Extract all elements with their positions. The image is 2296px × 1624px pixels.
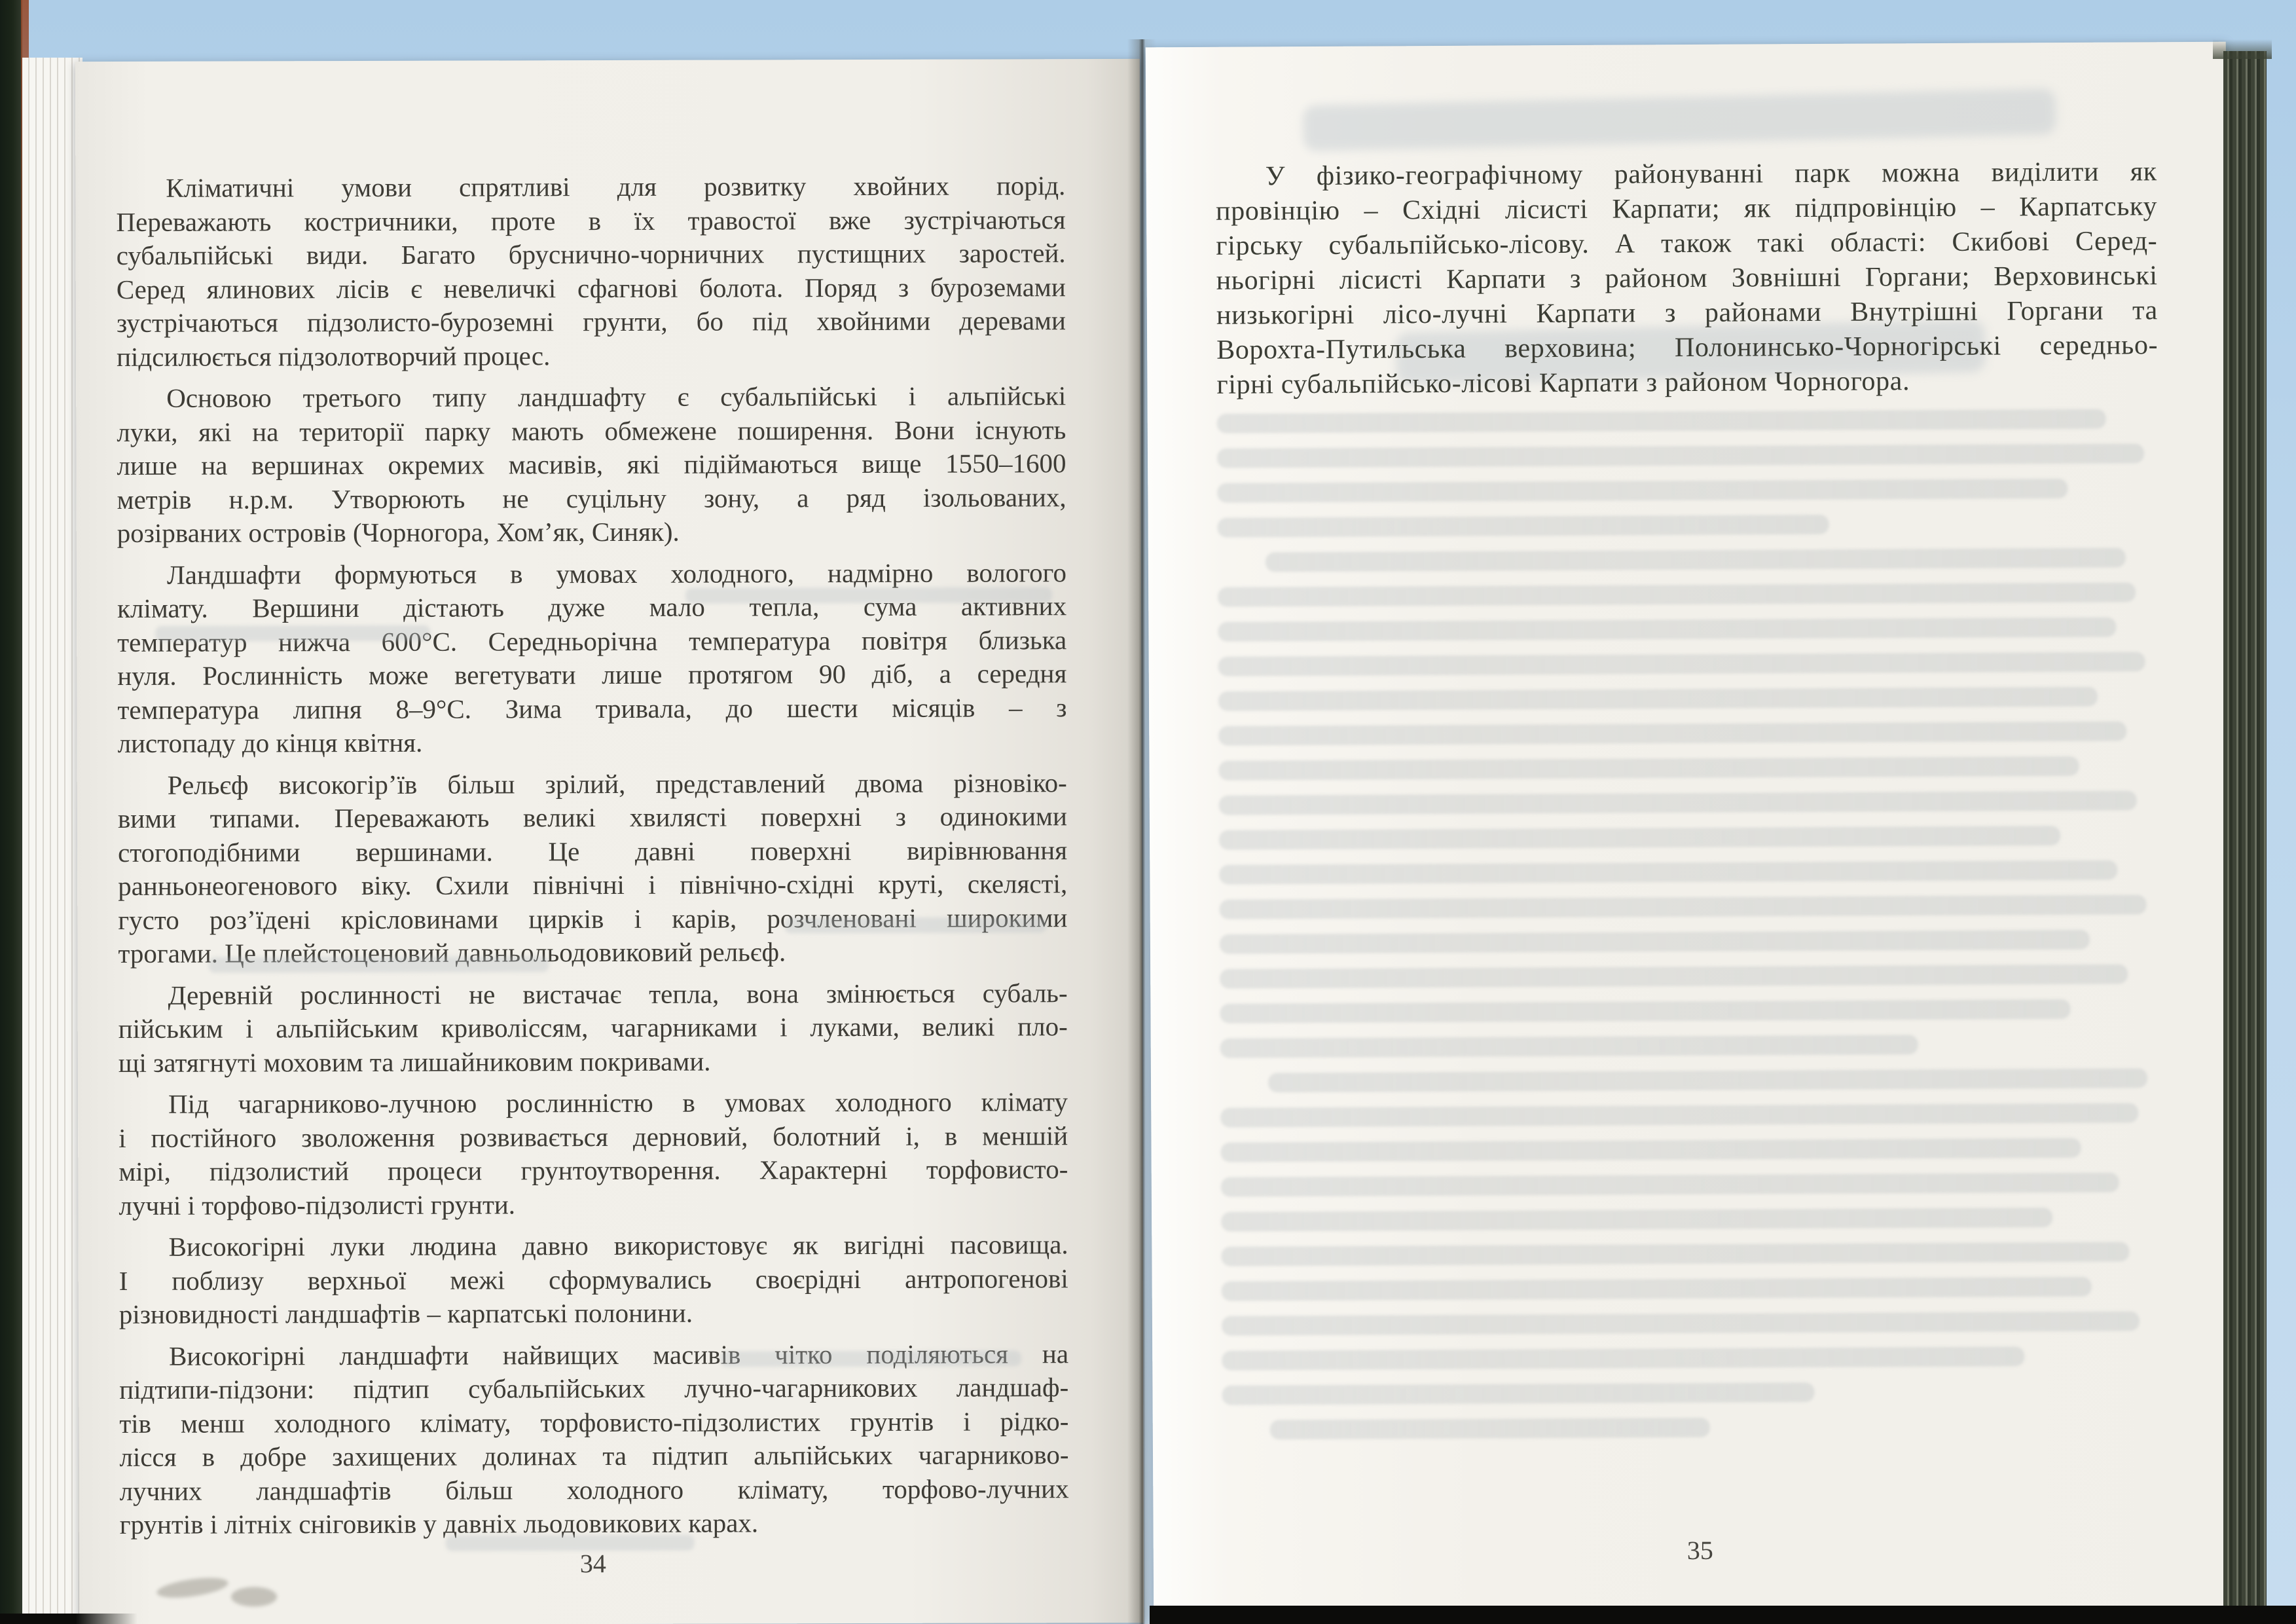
page-stack-edge-right	[2223, 51, 2267, 1624]
text-line: грунтів і літніх сніговиків у давніх льодовикових карах.	[119, 1507, 759, 1540]
text-line: Високогірні луки людина давно використовує як вигідні пасовища.	[168, 1229, 1068, 1262]
paragraph	[119, 1337, 1069, 1542]
text-line: лісся в добре захищених долинах та підтип альпійських чагарниково-	[119, 1439, 1069, 1472]
text-line: Високогірні ландшафти найвищих масивів чітко поділяються на	[168, 1338, 1069, 1371]
bleedthrough-line	[1217, 443, 2144, 468]
bleedthrough-fragment	[720, 1350, 1021, 1367]
text-line: густо роз’їдені крісловинами цирків і карів, розчленовані широкими	[118, 902, 1068, 935]
text-line: мірі, підзолистий процеси грунтоутворення. Характерні торфовисто-	[118, 1154, 1068, 1187]
bleedthrough-fragment	[784, 917, 1046, 933]
smudge-mark	[156, 1574, 230, 1601]
bleedthrough-line	[1217, 409, 2106, 434]
text-line: метрів н.р.м. Утворюють не суцільну зону, а ряд ізольованих,	[117, 481, 1066, 515]
bleedthrough-line	[1220, 930, 2090, 954]
page-34-text-column	[116, 169, 1069, 1549]
paragraph	[118, 976, 1068, 1080]
scan-bottom-edge	[1150, 1606, 2296, 1624]
text-line: ньогірні лісисті Карпати з районом Зовнішні Горгани; Верховинські	[1216, 261, 2158, 296]
text-line: температура липня 8–9°С. Зима тривала, до шести місяців – з	[117, 692, 1067, 725]
bleedthrough-line	[1268, 1068, 2147, 1092]
text-line: підтипи-підзони: підтип субальпійських лучно-чагарникових ландшаф-	[119, 1372, 1069, 1405]
text-line: щі затягнуті моховим та лишайниковим покривами.	[118, 1046, 711, 1078]
text-line: Основою третього типу ландшафту є субальпійські і альпійські	[166, 380, 1066, 413]
bleedthrough-fragment	[208, 956, 549, 972]
text-line: вими типами. Переважають великі хвилясті поверхні з одинокими	[117, 801, 1067, 834]
bleedthrough-line	[1270, 1418, 1710, 1440]
paragraph	[117, 556, 1067, 761]
text-line: клімату. Вершини дістають дуже мало тепла, сума активних	[117, 591, 1067, 623]
bleedthrough-line	[1220, 964, 2128, 988]
page-35	[1146, 42, 2234, 1613]
paragraph	[116, 169, 1066, 374]
bleedthrough-line	[1217, 479, 2068, 503]
paragraph	[118, 1085, 1068, 1223]
bleedthrough-line	[1218, 515, 1830, 538]
bleedthrough-heading-ghost	[1303, 88, 2056, 151]
bleedthrough-line	[1221, 1208, 2052, 1232]
bleedthrough-line	[1220, 1103, 2138, 1127]
bleedthrough-line	[1220, 895, 2147, 919]
book-cover-edge-left	[0, 0, 22, 1624]
paragraph	[1216, 155, 2159, 403]
bleedthrough-line	[1222, 1277, 2092, 1301]
bleedthrough-line	[1219, 790, 2137, 815]
text-line: У фізико-географічному районуванні парк можна виділити як	[1265, 157, 2157, 192]
bleedthrough-line	[1222, 1311, 2140, 1335]
text-line: стогоподібними вершинами. Це давні поверхні вирівнювання	[117, 834, 1068, 868]
page-35-bleedthrough-text	[1217, 409, 2178, 1455]
paragraph	[117, 379, 1066, 550]
bleedthrough-line	[1220, 999, 2071, 1024]
bleedthrough-line	[1218, 652, 2145, 676]
text-line: Під чагарниково-лучною рослинністю в умовах холодного клімату	[168, 1086, 1068, 1119]
text-line: температур нижча 600°С. Середньорічна температура повітря близька	[117, 624, 1067, 657]
text-line: Переважають костричники, проте в їх травостої вже зустрічаються	[116, 204, 1066, 237]
text-line: лучних ландшафтів більш холодного клімату, торфово-лучних	[119, 1473, 1069, 1506]
text-line: гірні субальпійсько-лісові Карпати з районом Чорногора.	[1216, 366, 1910, 400]
text-line: підсилюється підзолотворчий процес.	[116, 340, 551, 372]
text-line: пійським і альпійським криволіссям, чагарниками і луками, великі пло-	[118, 1011, 1068, 1044]
text-line: трогами. Це плейстоценовий давньольодовиковий рельєф.	[118, 936, 786, 969]
text-line: Рельєф високогір’їв більш зрілий, представлений двома різновіко-	[167, 767, 1067, 800]
bleedthrough-line	[1222, 1346, 2025, 1370]
text-line: розірваних островів (Чорногора, Хом’як, Синяк).	[117, 516, 680, 548]
text-line: лучні і торфово-підзолисті грунти.	[118, 1189, 516, 1221]
page-stack-edge-right-shadow	[2213, 39, 2272, 59]
page-number-left: 34	[579, 1549, 606, 1579]
bleedthrough-line	[1222, 1382, 1814, 1405]
scan-bottom-edge	[0, 1614, 137, 1624]
paragraph	[118, 766, 1068, 971]
paragraph	[119, 1228, 1068, 1331]
text-line: різновидності ландшафтів – карпатські полонини.	[118, 1297, 693, 1329]
bleedthrough-line	[1221, 1242, 2129, 1266]
bleedthrough-line	[1219, 860, 2118, 885]
text-line: зустрічаються підзолисто-буроземні грунти, бо під хвойними деревами	[116, 305, 1066, 338]
bleedthrough-line	[1221, 1138, 2081, 1162]
bleedthrough-fragment	[155, 625, 430, 642]
bleedthrough-fragment	[685, 587, 1052, 603]
text-line: луки, які на території парку мають обмежене поширення. Вони існують	[117, 414, 1066, 447]
text-line: і постійного зволоження розвивається дерновий, болотний і, в меншій	[118, 1120, 1068, 1153]
bleedthrough-line	[1219, 826, 2060, 850]
bleedthrough-line	[1218, 582, 2136, 606]
bleedthrough-line	[1266, 548, 2126, 572]
bleedthrough-line	[1220, 1035, 1918, 1058]
text-line: ранньонеогенового віку. Схили північні і північно-східні круті, скелясті,	[118, 868, 1068, 901]
bleedthrough-line	[1218, 756, 2079, 781]
text-line: Ворохта-Путильська верховина; Полонинсько-Чорногірські середньо-	[1216, 330, 2159, 365]
page-34	[75, 59, 1144, 1624]
text-line: субальпійські види. Багато бруснично-чорничних пустищних заростей.	[116, 238, 1066, 270]
page-number-right: 35	[1686, 1535, 1713, 1566]
page-stack-edge-left	[22, 58, 82, 1624]
text-line: провінцію – Східні лісисті Карпати; як підпровінцію – Карпатську	[1215, 191, 2158, 227]
text-line: Деревній рослинності не вистачає тепла, вона змінюється субаль-	[168, 977, 1068, 1010]
text-line: тів менш холодного клімату, торфовисто-підзолистих грунтів і рідко-	[119, 1405, 1069, 1439]
bleedthrough-line	[1218, 618, 2117, 642]
smudge-mark	[231, 1587, 277, 1606]
text-line: гірську субальпійсько-лісову. А також такі області: Скибові Серед-	[1216, 226, 2158, 261]
text-line: Серед ялинових лісів є невеличкі сфагнові болота. Поряд з буроземами	[116, 271, 1066, 304]
page-34-bleedthrough	[75, 59, 1140, 62]
bleedthrough-line	[1218, 722, 2126, 746]
page-35-text-column	[1216, 155, 2159, 411]
text-line: листопаду до кінця квітня.	[117, 727, 423, 758]
text-line: І поблизу верхньої межі сформувались своєрідні антропогенові	[118, 1263, 1068, 1296]
text-line: низькогірні лісо-лучні Карпати з районами Внутрішні Горгани та	[1216, 295, 2159, 331]
text-line: лише на вершинах окремих масивів, які підіймаються вище 1550–1600	[117, 448, 1066, 481]
text-line: Ландшафти формуються в умовах холодного, надмірно вологого	[166, 557, 1066, 590]
text-line: Кліматичні умови спрятливі для розвитку хвойних порід.	[166, 170, 1066, 203]
bleedthrough-line	[1218, 687, 2098, 711]
text-line: нуля. Рослинність може вегетувати лише протягом 90 діб, а середня	[117, 658, 1067, 691]
bleedthrough-line	[1221, 1173, 2120, 1197]
